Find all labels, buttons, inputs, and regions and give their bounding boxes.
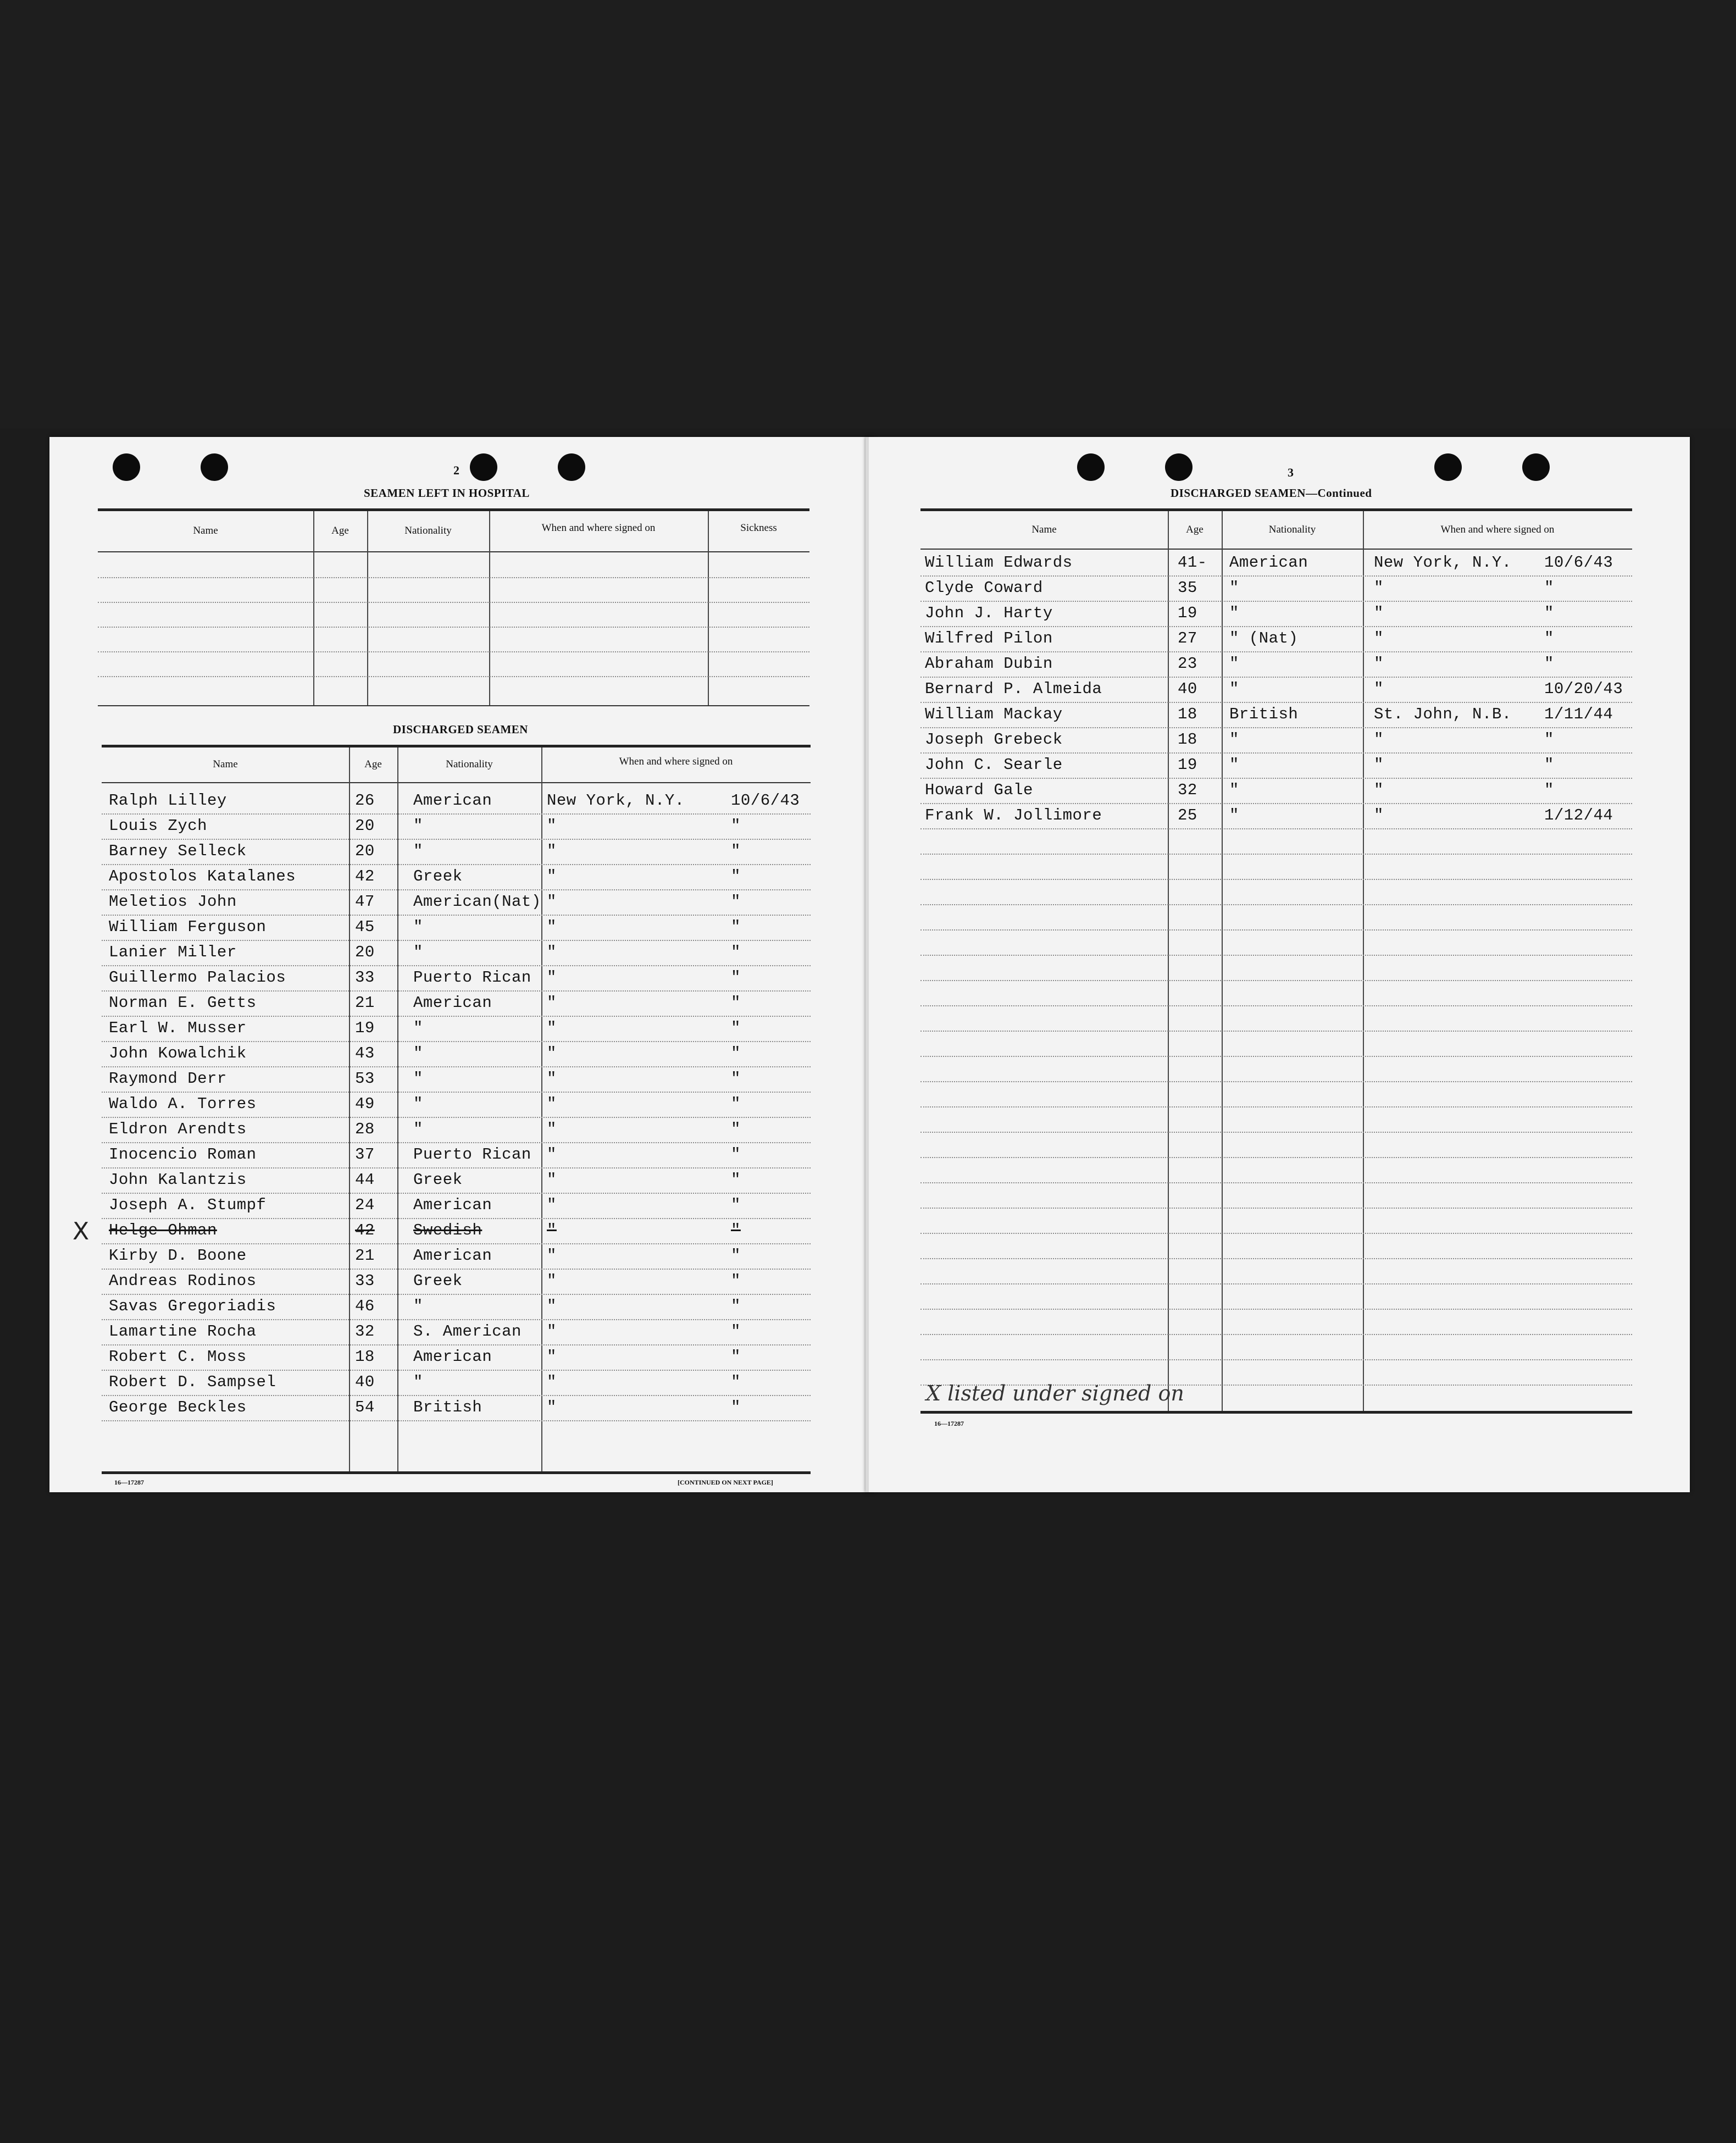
row-line xyxy=(102,1167,811,1169)
signed-on-date: " xyxy=(1544,629,1554,647)
col-header-name: Name xyxy=(1031,524,1057,535)
row-line xyxy=(920,955,1632,956)
right-page xyxy=(866,437,1690,1492)
row-line xyxy=(920,677,1632,678)
row-line xyxy=(920,854,1632,855)
col-header-name: Name xyxy=(213,758,238,770)
seaman-name: John C. Searle xyxy=(925,756,1063,774)
signed-on-place: " xyxy=(547,918,557,936)
seaman-nationality: " xyxy=(1229,756,1239,774)
seaman-age: 42 xyxy=(355,867,375,885)
seaman-nationality: American xyxy=(1229,553,1308,572)
signed-on-date: " xyxy=(731,1322,741,1341)
seaman-name: Apostolos Katalanes xyxy=(109,867,296,885)
seaman-age: 32 xyxy=(1178,781,1197,799)
continued-note: [CONTINUED ON NEXT PAGE] xyxy=(678,1478,773,1486)
punch-hole xyxy=(1165,453,1193,481)
row-line xyxy=(920,803,1632,804)
row-line xyxy=(920,1233,1632,1234)
row-line xyxy=(102,1016,811,1017)
row-line xyxy=(920,929,1632,931)
seaman-age: 24 xyxy=(355,1196,375,1214)
seaman-nationality: " xyxy=(413,1120,423,1138)
seaman-age: 20 xyxy=(355,943,375,961)
col-header-signed-on: When and where signed on xyxy=(1440,524,1555,535)
seaman-age: 47 xyxy=(355,893,375,911)
seaman-nationality: " xyxy=(413,943,423,961)
signed-on-place: " xyxy=(547,1145,557,1164)
punch-hole xyxy=(201,453,228,481)
seaman-name: Andreas Rodinos xyxy=(109,1272,257,1290)
seaman-name: Ralph Lilley xyxy=(109,791,227,810)
seaman-name: George Beckles xyxy=(109,1398,247,1416)
row-line xyxy=(102,1142,811,1143)
seaman-nationality: " xyxy=(413,1095,423,1113)
signed-on-place: " xyxy=(547,1272,557,1290)
seaman-name: Eldron Arendts xyxy=(109,1120,247,1138)
seaman-nationality: American xyxy=(413,1247,492,1265)
signed-on-date: " xyxy=(731,1348,741,1366)
punch-hole xyxy=(558,453,585,481)
signed-on-place: " xyxy=(547,1019,557,1037)
seaman-age: 35 xyxy=(1178,579,1197,597)
signed-on-date: " xyxy=(731,918,741,936)
signed-on-date: " xyxy=(1544,604,1554,622)
seaman-nationality: " xyxy=(1229,579,1239,597)
seaman-name: Robert C. Moss xyxy=(109,1348,247,1366)
col-header-nationality: Nationality xyxy=(446,758,493,770)
signed-on-date: " xyxy=(731,842,741,860)
seaman-nationality: Swedish xyxy=(413,1221,482,1239)
seaman-name: Lanier Miller xyxy=(109,943,237,961)
seaman-age: 46 xyxy=(355,1297,375,1315)
seaman-name: Louis Zych xyxy=(109,817,208,835)
seaman-name: Guillermo Palacios xyxy=(109,968,286,987)
signed-on-place: " xyxy=(547,817,557,835)
seaman-nationality: Greek xyxy=(413,1171,463,1189)
row-line xyxy=(102,813,811,815)
seaman-nationality: " xyxy=(1229,806,1239,824)
seaman-name: John Kowalchik xyxy=(109,1044,247,1062)
column-divider xyxy=(397,747,398,1473)
seaman-age: 32 xyxy=(355,1322,375,1341)
seaman-nationality: Greek xyxy=(413,867,463,885)
seaman-age: 41- xyxy=(1178,553,1207,572)
signed-on-date: " xyxy=(731,1019,741,1037)
seaman-nationality: American xyxy=(413,994,492,1012)
signed-on-date: " xyxy=(731,817,741,835)
signed-on-place: " xyxy=(547,1196,557,1214)
signed-on-date: 10/20/43 xyxy=(1544,680,1623,698)
row-line xyxy=(920,1132,1632,1133)
row-line xyxy=(920,1258,1632,1259)
seaman-age: 28 xyxy=(355,1120,375,1138)
row-line xyxy=(920,879,1632,880)
column-divider xyxy=(1168,511,1169,1413)
seaman-age: 18 xyxy=(355,1348,375,1366)
seaman-nationality: American(Nat) xyxy=(413,893,541,911)
seaman-age: 54 xyxy=(355,1398,375,1416)
signed-on-date: " xyxy=(731,1171,741,1189)
signed-on-place: New York, N.Y. xyxy=(1374,553,1512,572)
signed-on-place: " xyxy=(547,1120,557,1138)
seaman-nationality: " xyxy=(1229,730,1239,749)
row-line xyxy=(102,1041,811,1042)
signed-on-date: " xyxy=(731,1095,741,1113)
seaman-nationality: S. American xyxy=(413,1322,522,1341)
seaman-name: Robert D. Sampsel xyxy=(109,1373,276,1391)
row-line xyxy=(102,1092,811,1093)
signed-on-date: " xyxy=(731,867,741,885)
seaman-name: Joseph Grebeck xyxy=(925,730,1063,749)
row-line xyxy=(920,828,1632,829)
seaman-name: William Ferguson xyxy=(109,918,267,936)
col-header-nationality: Nationality xyxy=(404,525,452,536)
table-rule xyxy=(98,508,809,511)
seaman-name: Meletios John xyxy=(109,893,237,911)
table-rule xyxy=(98,705,809,706)
signed-on-date: " xyxy=(1544,781,1554,799)
seaman-name: Savas Gregoriadis xyxy=(109,1297,276,1315)
row-line xyxy=(920,1081,1632,1082)
row-line xyxy=(102,864,811,865)
seaman-nationality: American xyxy=(413,791,492,810)
row-line xyxy=(102,1243,811,1244)
column-divider xyxy=(349,747,350,1473)
row-line xyxy=(920,601,1632,602)
seaman-age: 25 xyxy=(1178,806,1197,824)
signed-on-date: " xyxy=(731,1398,741,1416)
seaman-nationality: " xyxy=(1229,781,1239,799)
seaman-age: 43 xyxy=(355,1044,375,1062)
seaman-age: 40 xyxy=(355,1373,375,1391)
signed-on-place: " xyxy=(547,1070,557,1088)
row-line xyxy=(920,1157,1632,1158)
seaman-nationality: " xyxy=(413,1019,423,1037)
punch-hole xyxy=(1077,453,1105,481)
discharged-continued-title: DISCHARGED SEAMEN—Continued xyxy=(1171,486,1372,500)
page-number: 2 xyxy=(453,463,459,477)
signed-on-date: " xyxy=(1544,655,1554,673)
signed-on-place: " xyxy=(547,1247,557,1265)
seaman-age: 40 xyxy=(1178,680,1197,698)
signed-on-place: " xyxy=(547,1221,557,1239)
row-line xyxy=(920,1182,1632,1183)
seaman-age: 18 xyxy=(1178,730,1197,749)
signed-on-date: " xyxy=(1544,730,1554,749)
row-line xyxy=(920,1005,1632,1006)
row-line xyxy=(102,1066,811,1067)
signed-on-place: " xyxy=(1374,781,1384,799)
signed-on-place: " xyxy=(1374,655,1384,673)
row-line xyxy=(920,1334,1632,1335)
signed-on-place: " xyxy=(547,1044,557,1062)
seaman-name: Howard Gale xyxy=(925,781,1033,799)
signed-on-place: " xyxy=(547,1322,557,1341)
signed-on-place: " xyxy=(547,1348,557,1366)
signed-on-place: " xyxy=(547,1171,557,1189)
seaman-name: Earl W. Musser xyxy=(109,1019,247,1037)
seaman-nationality: Greek xyxy=(413,1272,463,1290)
film-background xyxy=(0,0,1736,429)
seaman-name: Raymond Derr xyxy=(109,1070,227,1088)
table-rule xyxy=(102,745,811,747)
row-line xyxy=(920,1283,1632,1284)
signed-on-date: " xyxy=(731,943,741,961)
discharged-section-title: DISCHARGED SEAMEN xyxy=(393,723,528,736)
row-line xyxy=(920,1208,1632,1209)
seaman-nationality: " xyxy=(413,1044,423,1062)
form-number: 16—17287 xyxy=(114,1478,144,1486)
col-header-sickness: Sickness xyxy=(740,522,777,534)
column-divider xyxy=(1363,511,1364,1413)
row-line xyxy=(920,752,1632,754)
row-line xyxy=(920,778,1632,779)
row-line xyxy=(102,1319,811,1320)
left-page xyxy=(49,437,874,1492)
page-fold xyxy=(866,437,869,1492)
signed-on-date: " xyxy=(731,1221,741,1239)
seaman-name: Frank W. Jollimore xyxy=(925,806,1102,824)
punch-hole xyxy=(1522,453,1550,481)
col-header-age: Age xyxy=(364,758,382,770)
column-divider xyxy=(1222,511,1223,1413)
row-line xyxy=(920,575,1632,577)
row-line xyxy=(102,1344,811,1345)
row-line xyxy=(920,651,1632,652)
col-header-name: Name xyxy=(193,525,218,536)
signed-on-place: " xyxy=(1374,680,1384,698)
row-line xyxy=(102,1193,811,1194)
seaman-age: 33 xyxy=(355,1272,375,1290)
row-line xyxy=(920,727,1632,728)
signed-on-date: " xyxy=(731,893,741,911)
signed-on-date: " xyxy=(1544,579,1554,597)
seaman-age: 33 xyxy=(355,968,375,987)
seaman-nationality: " xyxy=(1229,680,1239,698)
seaman-nationality: " xyxy=(413,1297,423,1315)
signed-on-date: " xyxy=(731,1272,741,1290)
row-line xyxy=(920,1031,1632,1032)
signed-on-place: " xyxy=(1374,756,1384,774)
seaman-name: Barney Selleck xyxy=(109,842,247,860)
form-number: 16—17287 xyxy=(934,1420,964,1427)
signed-on-place: " xyxy=(1374,629,1384,647)
signed-on-date: " xyxy=(731,1044,741,1062)
signed-on-place: " xyxy=(1374,604,1384,622)
signed-on-place: " xyxy=(1374,730,1384,749)
row-line xyxy=(102,1420,811,1421)
seaman-age: 21 xyxy=(355,994,375,1012)
row-line xyxy=(920,1056,1632,1057)
seaman-name: Wilfred Pilon xyxy=(925,629,1053,647)
signed-on-place: " xyxy=(547,1297,557,1315)
table-rule xyxy=(920,1411,1632,1414)
seaman-age: 49 xyxy=(355,1095,375,1113)
signed-on-date: " xyxy=(731,1120,741,1138)
row-line xyxy=(102,1269,811,1270)
seaman-name: Lamartine Rocha xyxy=(109,1322,257,1341)
signed-on-place: " xyxy=(547,943,557,961)
seaman-name: Helge Ohman xyxy=(109,1221,217,1239)
signed-on-date: 1/12/44 xyxy=(1544,806,1613,824)
seaman-name: Inocencio Roman xyxy=(109,1145,257,1164)
page-number: 3 xyxy=(1288,466,1294,479)
seaman-name: Clyde Coward xyxy=(925,579,1043,597)
signed-on-place: " xyxy=(1374,806,1384,824)
signed-on-date: 1/11/44 xyxy=(1544,705,1613,723)
hospital-section-title: SEAMEN LEFT IN HOSPITAL xyxy=(364,486,530,500)
row-line xyxy=(102,889,811,890)
table-rule xyxy=(920,549,1632,550)
table-rule xyxy=(98,551,809,552)
seaman-name: John Kalantzis xyxy=(109,1171,247,1189)
strike-mark: X xyxy=(73,1217,90,1245)
signed-on-place: " xyxy=(547,867,557,885)
seaman-nationality: British xyxy=(1229,705,1299,723)
table-rule xyxy=(102,1471,811,1474)
signed-on-date: " xyxy=(731,1297,741,1315)
seaman-age: 26 xyxy=(355,791,375,810)
row-line xyxy=(102,1218,811,1219)
seaman-age: 27 xyxy=(1178,629,1197,647)
signed-on-date: " xyxy=(731,1070,741,1088)
row-line xyxy=(920,626,1632,627)
col-header-nationality: Nationality xyxy=(1268,524,1316,535)
row-line xyxy=(920,702,1632,703)
row-line xyxy=(920,1309,1632,1310)
seaman-age: 19 xyxy=(1178,756,1197,774)
signed-on-date: " xyxy=(1544,756,1554,774)
seaman-age: 42 xyxy=(355,1221,375,1239)
seaman-age: 45 xyxy=(355,918,375,936)
signed-on-place: " xyxy=(547,1095,557,1113)
row-line xyxy=(102,1370,811,1371)
seaman-nationality: " xyxy=(413,918,423,936)
seaman-nationality: American xyxy=(413,1348,492,1366)
row-line xyxy=(102,965,811,966)
row-line xyxy=(102,1117,811,1118)
seaman-age: 20 xyxy=(355,842,375,860)
seaman-nationality: " xyxy=(413,1070,423,1088)
handwritten-note: X listed under signed on xyxy=(926,1381,1184,1405)
row-line xyxy=(920,1106,1632,1108)
seaman-name: Norman E. Getts xyxy=(109,994,257,1012)
signed-on-place: " xyxy=(547,994,557,1012)
col-header-signed-on: When and where signed on xyxy=(541,522,656,534)
signed-on-date: " xyxy=(731,968,741,987)
col-header-age: Age xyxy=(331,525,349,536)
row-line xyxy=(920,1359,1632,1360)
signed-on-date: " xyxy=(731,1145,741,1164)
seaman-nationality: " (Nat) xyxy=(1229,629,1299,647)
seaman-name: William Mackay xyxy=(925,705,1063,723)
signed-on-date: " xyxy=(731,994,741,1012)
seaman-nationality: " xyxy=(413,1373,423,1391)
row-line xyxy=(98,676,809,677)
signed-on-date: 10/6/43 xyxy=(731,791,800,810)
seaman-nationality: " xyxy=(413,817,423,835)
seaman-name: Bernard P. Almeida xyxy=(925,680,1102,698)
seaman-nationality: Puerto Rican xyxy=(413,968,531,987)
seaman-age: 20 xyxy=(355,817,375,835)
seaman-age: 18 xyxy=(1178,705,1197,723)
signed-on-place: " xyxy=(547,968,557,987)
col-header-age: Age xyxy=(1186,524,1203,535)
seaman-nationality: American xyxy=(413,1196,492,1214)
signed-on-place: " xyxy=(1374,579,1384,597)
signed-on-date: " xyxy=(731,1373,741,1391)
seaman-name: William Edwards xyxy=(925,553,1073,572)
row-line xyxy=(102,1395,811,1396)
seaman-name: Waldo A. Torres xyxy=(109,1095,257,1113)
signed-on-date: " xyxy=(731,1196,741,1214)
seaman-name: John J. Harty xyxy=(925,604,1053,622)
seaman-age: 19 xyxy=(355,1019,375,1037)
seaman-name: Abraham Dubin xyxy=(925,655,1053,673)
row-line xyxy=(98,627,809,628)
seaman-name: Joseph A. Stumpf xyxy=(109,1196,267,1214)
punch-hole xyxy=(113,453,140,481)
row-line xyxy=(98,602,809,603)
seaman-age: 53 xyxy=(355,1070,375,1088)
row-line xyxy=(920,980,1632,981)
signed-on-place: " xyxy=(547,1398,557,1416)
col-header-signed-on: When and where signed on xyxy=(619,756,733,767)
signed-on-place: " xyxy=(547,842,557,860)
seaman-age: 21 xyxy=(355,1247,375,1265)
table-rule xyxy=(102,782,811,783)
seaman-name: Kirby D. Boone xyxy=(109,1247,247,1265)
seaman-nationality: " xyxy=(1229,655,1239,673)
seaman-nationality: " xyxy=(1229,604,1239,622)
seaman-nationality: " xyxy=(413,842,423,860)
row-line xyxy=(98,577,809,578)
punch-hole xyxy=(470,453,497,481)
seaman-nationality: British xyxy=(413,1398,482,1416)
punch-hole xyxy=(1434,453,1462,481)
signed-on-date: " xyxy=(731,1247,741,1265)
seaman-age: 44 xyxy=(355,1171,375,1189)
column-divider xyxy=(541,747,542,1473)
table-rule xyxy=(920,508,1632,511)
row-line xyxy=(102,940,811,941)
row-line xyxy=(102,1294,811,1295)
signed-on-date: 10/6/43 xyxy=(1544,553,1613,572)
seaman-age: 37 xyxy=(355,1145,375,1164)
row-line xyxy=(102,990,811,992)
row-line xyxy=(102,915,811,916)
signed-on-place: New York, N.Y. xyxy=(547,791,685,810)
seaman-age: 19 xyxy=(1178,604,1197,622)
seaman-age: 23 xyxy=(1178,655,1197,673)
signed-on-place: " xyxy=(547,893,557,911)
signed-on-place: St. John, N.B. xyxy=(1374,705,1512,723)
seaman-nationality: Puerto Rican xyxy=(413,1145,531,1164)
row-line xyxy=(98,651,809,652)
row-line xyxy=(102,839,811,840)
signed-on-place: " xyxy=(547,1373,557,1391)
row-line xyxy=(920,904,1632,905)
